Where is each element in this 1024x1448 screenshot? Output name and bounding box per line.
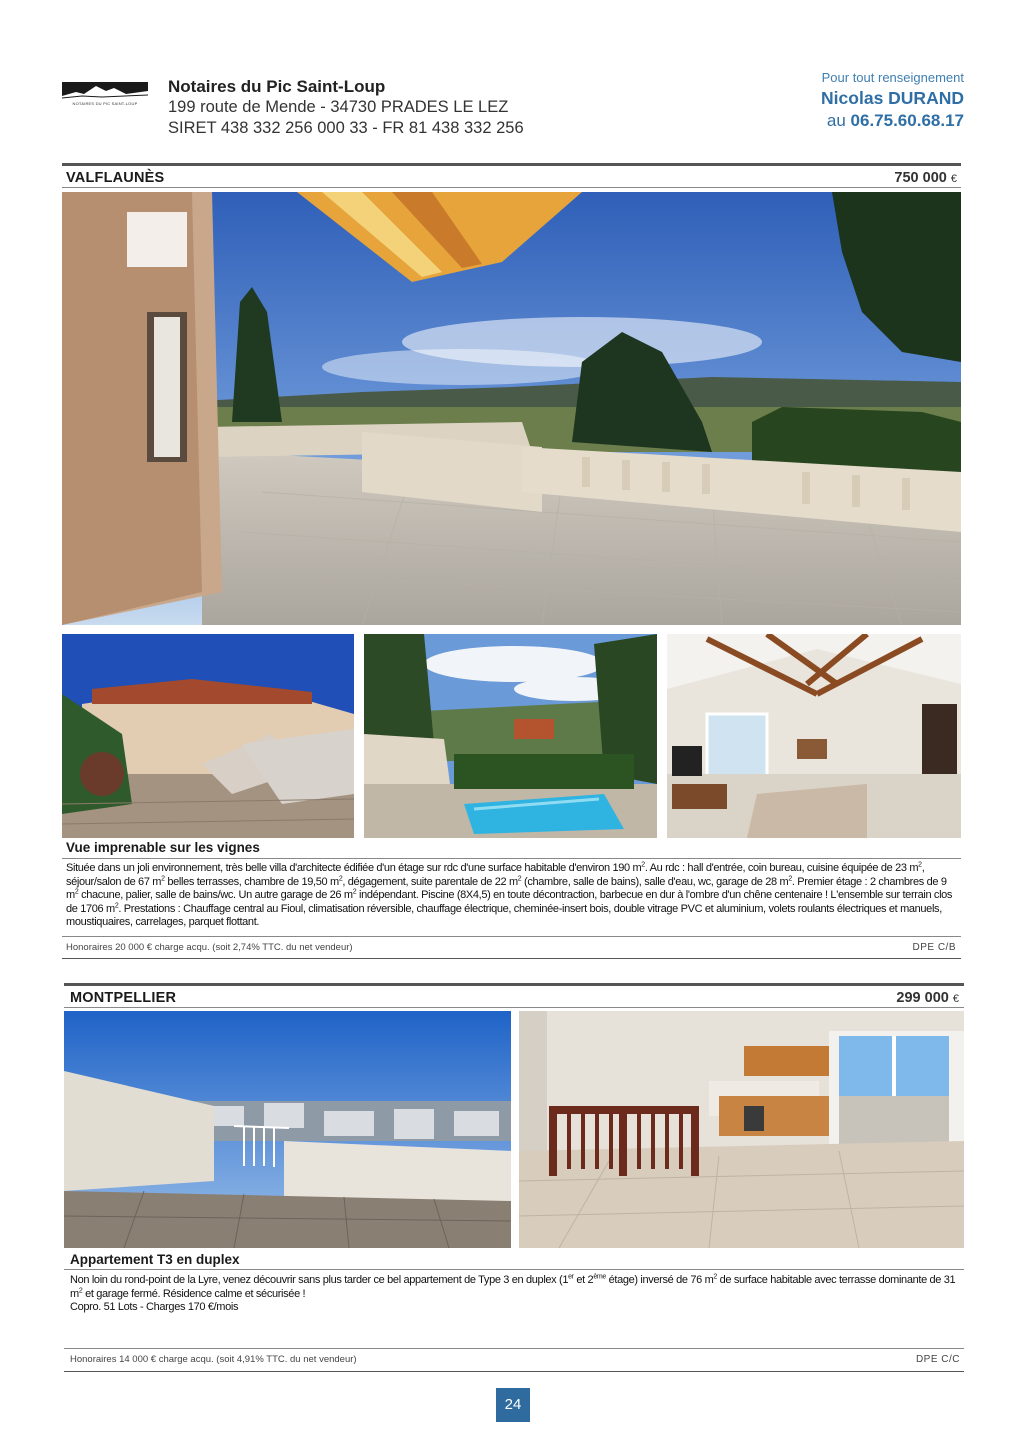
listing1-photo-pool[interactable] (364, 634, 657, 838)
contact-phone[interactable]: 06.75.60.68.17 (850, 111, 964, 130)
desc-text: Non loin du rond-point de la Lyre, venez découvrir sans plus tarder ce bel appartement de Type 3 en duplex (1 (70, 1274, 569, 1286)
page-number: 24 (496, 1388, 530, 1422)
pool-photo-image (364, 634, 657, 838)
office-siret: SIRET 438 332 256 000 33 - FR 81 438 332 256 (168, 119, 524, 137)
sq-sup: 2 (161, 874, 165, 882)
desc-text: , dégagement, suite parentale de 22 m (342, 875, 518, 888)
desc-text: Située dans un joli environnement, très belle villa d'architecte édifiée d'un étage sur rdc d'une surface habitable d'environ 190 m (66, 862, 642, 874)
desc-text: et garage fermé. Résidence calme et sécurisée ! (82, 1287, 306, 1300)
listing2-subtitle: Appartement T3 en duplex (70, 1252, 240, 1267)
facade-photo-image (62, 634, 354, 838)
listing1-description (66, 862, 959, 930)
section-rule-thin (64, 1269, 964, 1270)
section-rule (64, 983, 964, 986)
listing1-price: 750 000 (894, 170, 947, 186)
desc-text: (chambre, salle de bains), salle d'eau, wc, garage de 28 m (521, 875, 789, 888)
section-rule-thin (62, 858, 961, 859)
listing1-dpe: DPE C/B (912, 942, 956, 953)
contact-name: Nicolas DURAND (821, 88, 964, 108)
section-rule (62, 163, 961, 166)
desc-text: belles terrasses, chambre de 19,50 m (164, 875, 339, 888)
ordinal-sup: ème (593, 1273, 606, 1281)
contact-phone-line (821, 111, 964, 131)
listing2-price-block (896, 990, 959, 1006)
listing1-subtitle: Vue imprenable sur les vignes (66, 840, 260, 855)
listing2-price: 299 000 (896, 990, 949, 1006)
desc-text: chacune, palier, salle de bains/wc. Un autre garage de 26 m (78, 889, 353, 902)
listing2-copro: Copro. 51 Lots - Charges 170 €/mois (70, 1301, 239, 1314)
section-rule-thin (62, 936, 961, 937)
listing1-currency: € (950, 173, 957, 185)
desc-text: étage) inversé de 76 m (605, 1274, 714, 1286)
listing1-city: VALFLAUNÈS (66, 170, 165, 186)
living-room-photo-image (667, 634, 961, 838)
logo-text: NOTAIRES DU PIC SAINT-LOUP (72, 101, 138, 106)
listing2-photo-terrace[interactable] (64, 1011, 511, 1248)
listing1-photo-facade[interactable] (62, 634, 354, 838)
office-address: 199 route de Mende - 34730 PRADES LE LEZ (168, 98, 509, 116)
listing1-price-block (894, 170, 957, 186)
section-rule-thin (62, 958, 961, 959)
sq-sup: 2 (352, 888, 357, 896)
listing1-fees: Honoraires 20 000 € charge acqu. (soit 2,74% TTC. du net vendeur) (66, 942, 353, 953)
desc-text: . Prestations : Chauffage central au Fioul, climatisation réversible, chauffage électrique, cheminée-insert bois, double vitrage PVC et aluminium, volets roulants électriques et manuels, moustiquaires, carrelages, parquet flottant. (66, 902, 942, 929)
listing2-description (70, 1274, 962, 1315)
listing2-photo-interior[interactable] (519, 1011, 964, 1248)
sq-sup: 2 (641, 861, 645, 869)
section-rule-thin (64, 1007, 964, 1008)
contact-label: Pour tout renseignement (821, 70, 964, 85)
section-rule-thin (62, 187, 961, 188)
mountain-logo-icon (62, 82, 148, 100)
sq-sup: 2 (114, 902, 119, 910)
desc-text: de surface habitable avec terrasse dominante de 31 m (70, 1274, 956, 1300)
sq-sup: 2 (788, 874, 792, 882)
listing2-fees: Honoraires 14 000 € charge acqu. (soit 4,91% TTC. du net vendeur) (70, 1354, 357, 1365)
city-terrace-photo-image (64, 1011, 511, 1248)
desc-text: . Au rdc : hall d'entrée, coin bureau, cuisine équipée de 23 m (644, 862, 919, 874)
listing2-dpe: DPE C/C (915, 1354, 960, 1365)
sq-sup: 2 (78, 1286, 83, 1294)
sq-sup: 2 (517, 874, 522, 882)
ordinal-sup: er (568, 1273, 574, 1281)
desc-text: et 2 (573, 1274, 594, 1286)
sq-sup: 2 (918, 861, 922, 869)
sq-sup: 2 (74, 888, 79, 896)
contact-prefix: au (826, 111, 846, 130)
kitchen-photo-image (519, 1011, 964, 1248)
listing2-city: MONTPELLIER (70, 990, 177, 1006)
listing2-currency: € (952, 993, 959, 1005)
desc-text: , séjour/salon de 67 m (66, 862, 925, 888)
desc-text: indépendant. Piscine (8X4,5) en toute décontraction, barbecue en dur à l'ombre d'un chêne centenaire ! L'ensemble sur terrain clos de 1706 m (66, 889, 953, 915)
sq-sup: 2 (713, 1273, 717, 1281)
terrace-photo-image (62, 192, 961, 625)
sq-sup: 2 (338, 874, 343, 882)
office-block (168, 76, 524, 139)
section-rule-thin (64, 1348, 964, 1349)
listing1-main-photo[interactable] (62, 192, 961, 625)
section-rule-thin (64, 1371, 964, 1372)
desc-text: . Premier étage : 2 chambres de 9 m (66, 875, 947, 902)
office-name: Notaires du Pic Saint-Loup (168, 77, 386, 96)
contact-block (821, 70, 964, 131)
listing1-photo-living[interactable] (667, 634, 961, 838)
